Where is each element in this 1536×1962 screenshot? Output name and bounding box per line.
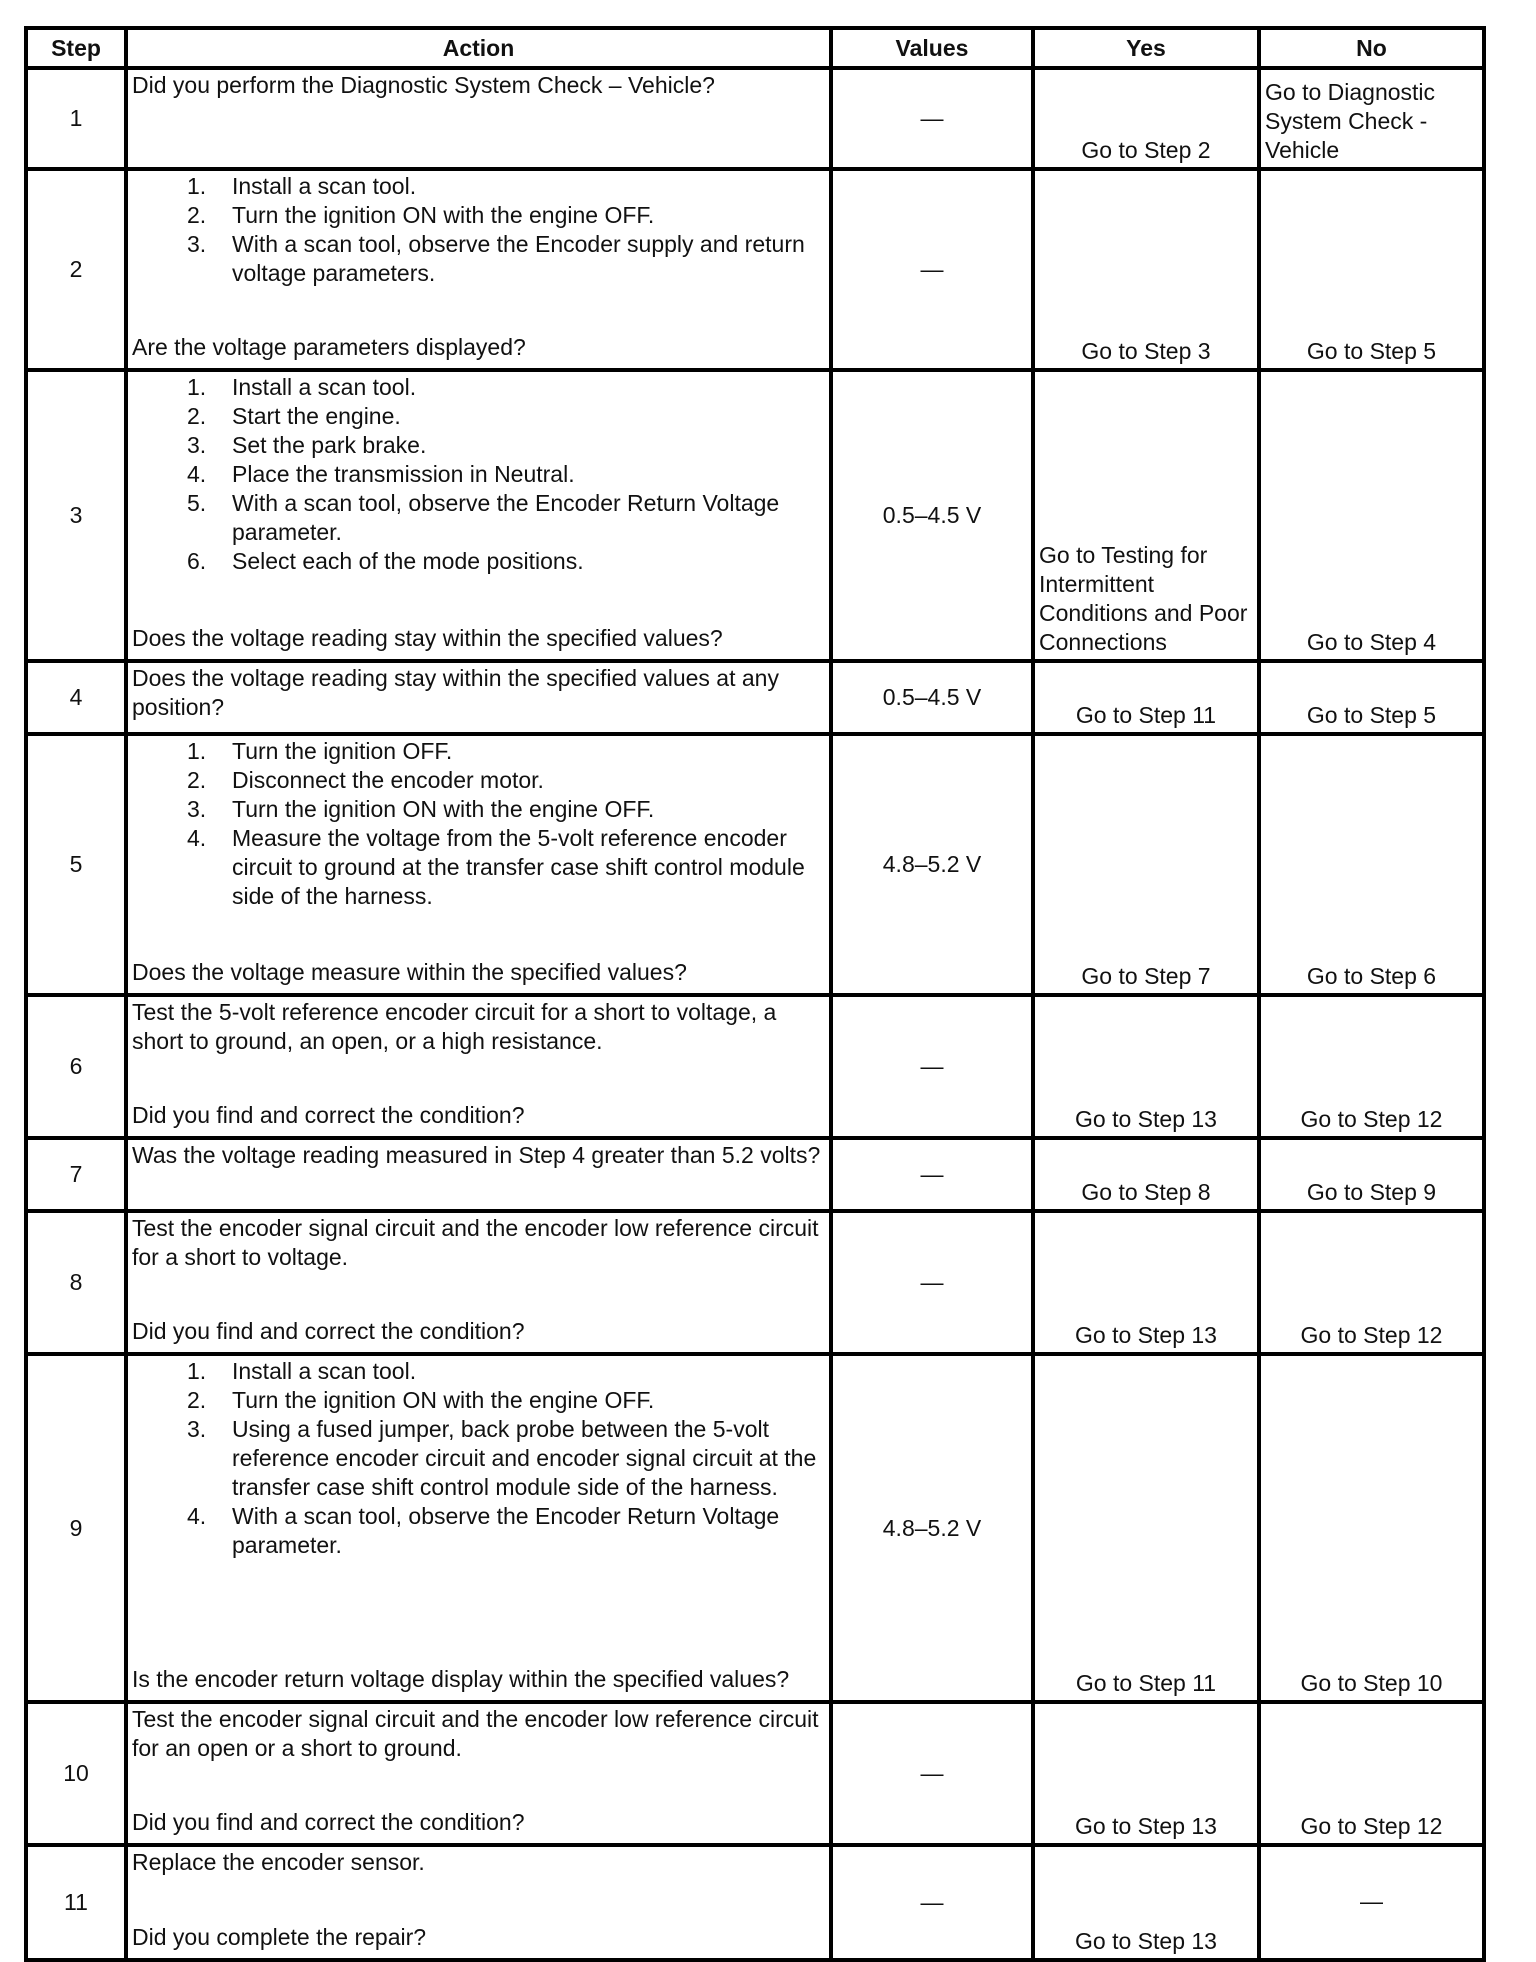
list-item bbox=[187, 766, 825, 795]
list-item bbox=[187, 547, 825, 576]
diagnostic-table bbox=[24, 26, 1486, 1962]
action-top bbox=[132, 1214, 825, 1272]
yes-cell: Go to Step 7 bbox=[1033, 734, 1259, 995]
header-step: Step bbox=[26, 28, 126, 68]
list-item bbox=[187, 795, 825, 824]
list-item bbox=[187, 230, 825, 288]
header-yes: Yes bbox=[1033, 28, 1259, 68]
action-steps-list bbox=[132, 737, 825, 911]
no-cell: Go to Step 5 bbox=[1259, 661, 1484, 734]
step-cell: 6 bbox=[26, 995, 126, 1138]
action-cell bbox=[126, 68, 831, 169]
action-cell bbox=[126, 734, 831, 995]
no-cell: Go to Step 10 bbox=[1259, 1354, 1484, 1702]
header-row bbox=[26, 28, 1484, 68]
list-number: 2. bbox=[187, 1387, 207, 1413]
list-number: 3. bbox=[187, 432, 207, 458]
list-item bbox=[187, 1386, 825, 1415]
list-number: 2. bbox=[187, 403, 207, 429]
action-content bbox=[128, 736, 829, 989]
list-number: 3. bbox=[187, 796, 207, 822]
step-cell: 1 bbox=[26, 68, 126, 169]
action-cell bbox=[126, 1211, 831, 1354]
yes-cell: Go to Step 8 bbox=[1033, 1138, 1259, 1211]
action-steps-list bbox=[132, 172, 825, 288]
table-row bbox=[26, 1845, 1484, 1960]
list-item bbox=[187, 1502, 825, 1560]
action-cell bbox=[126, 1845, 831, 1960]
values-cell: — bbox=[831, 169, 1033, 370]
values-cell: 0.5–4.5 V bbox=[831, 661, 1033, 734]
action-top bbox=[132, 1705, 825, 1763]
action-content bbox=[128, 997, 829, 1132]
list-number: 1. bbox=[187, 738, 207, 764]
list-number: 1. bbox=[187, 1358, 207, 1384]
list-item bbox=[187, 201, 825, 230]
yes-cell: Go to Step 13 bbox=[1033, 1211, 1259, 1354]
list-number: 4. bbox=[187, 461, 207, 487]
list-number: 5. bbox=[187, 490, 207, 516]
action-question: Did you complete the repair? bbox=[132, 1924, 427, 1950]
yes-cell: Go to Step 13 bbox=[1033, 1845, 1259, 1960]
values-cell: — bbox=[831, 1702, 1033, 1845]
values-cell: — bbox=[831, 995, 1033, 1138]
list-text: Install a scan tool. bbox=[232, 1358, 417, 1384]
action-intro: Does the voltage reading stay within the specified values at any position? bbox=[132, 665, 779, 720]
list-text: Turn the ignition OFF. bbox=[232, 738, 453, 764]
action-content bbox=[128, 171, 829, 364]
action-question: Does the voltage reading stay within the specified values? bbox=[132, 625, 723, 651]
no-cell: Go to Step 9 bbox=[1259, 1138, 1484, 1211]
action-question: Did you find and correct the condition? bbox=[132, 1318, 525, 1344]
list-text: Using a fused jumper, back probe between the 5-volt reference encoder circuit and encoder signal circuit at the transfer case shift control module side of the harness. bbox=[232, 1416, 817, 1500]
action-cell bbox=[126, 661, 831, 734]
table-row bbox=[26, 169, 1484, 370]
list-text: Select each of the mode positions. bbox=[232, 548, 584, 574]
list-number: 1. bbox=[187, 173, 207, 199]
action-question: Does the voltage measure within the specified values? bbox=[132, 959, 687, 985]
step-cell: 3 bbox=[26, 370, 126, 661]
action-intro: Test the encoder signal circuit and the encoder low reference circuit for a short to voltage. bbox=[132, 1215, 819, 1270]
action-content bbox=[128, 1356, 829, 1696]
action-top bbox=[132, 373, 825, 576]
yes-cell: Go to Step 13 bbox=[1033, 995, 1259, 1138]
list-text: With a scan tool, observe the Encoder supply and return voltage parameters. bbox=[232, 231, 805, 286]
action-top bbox=[132, 172, 825, 288]
step-cell: 4 bbox=[26, 661, 126, 734]
list-text: Measure the voltage from the 5-volt reference encoder circuit to ground at the transfer case shift control module side of the harness. bbox=[232, 825, 805, 909]
header-values: Values bbox=[831, 28, 1033, 68]
action-intro: Test the encoder signal circuit and the encoder low reference circuit for an open or a short to ground. bbox=[132, 1706, 819, 1761]
action-intro: Was the voltage reading measured in Step 4 greater than 5.2 volts? bbox=[132, 1142, 821, 1168]
list-text: Turn the ignition ON with the engine OFF. bbox=[232, 796, 655, 822]
values-cell: — bbox=[831, 1138, 1033, 1211]
table-row bbox=[26, 68, 1484, 169]
list-text: With a scan tool, observe the Encoder Return Voltage parameter. bbox=[232, 1503, 780, 1558]
action-top bbox=[132, 71, 825, 100]
no-cell: Go to Step 12 bbox=[1259, 995, 1484, 1138]
action-content bbox=[128, 70, 829, 163]
no-cell: Go to Step 12 bbox=[1259, 1211, 1484, 1354]
no-cell: Go to Step 6 bbox=[1259, 734, 1484, 995]
action-intro: Did you perform the Diagnostic System Check – Vehicle? bbox=[132, 72, 715, 98]
action-content bbox=[128, 1213, 829, 1348]
step-cell: 10 bbox=[26, 1702, 126, 1845]
action-cell bbox=[126, 1138, 831, 1211]
table-row bbox=[26, 995, 1484, 1138]
action-question: Did you find and correct the condition? bbox=[132, 1809, 525, 1835]
table-row bbox=[26, 1702, 1484, 1845]
list-item bbox=[187, 737, 825, 766]
list-item bbox=[187, 431, 825, 460]
list-text: Disconnect the encoder motor. bbox=[232, 767, 544, 793]
list-number: 3. bbox=[187, 1416, 207, 1442]
yes-cell: Go to Step 11 bbox=[1033, 661, 1259, 734]
action-cell bbox=[126, 169, 831, 370]
values-cell: 4.8–5.2 V bbox=[831, 734, 1033, 995]
list-text: With a scan tool, observe the Encoder Return Voltage parameter. bbox=[232, 490, 780, 545]
action-content bbox=[128, 1847, 829, 1954]
list-item bbox=[187, 172, 825, 201]
step-cell: 7 bbox=[26, 1138, 126, 1211]
values-cell: 4.8–5.2 V bbox=[831, 1354, 1033, 1702]
list-number: 6. bbox=[187, 548, 207, 574]
list-text: Set the park brake. bbox=[232, 432, 427, 458]
list-item bbox=[187, 402, 825, 431]
list-number: 4. bbox=[187, 825, 207, 851]
action-question: Are the voltage parameters displayed? bbox=[132, 334, 526, 360]
list-text: Turn the ignition ON with the engine OFF. bbox=[232, 202, 655, 228]
list-item bbox=[187, 373, 825, 402]
action-content bbox=[128, 663, 829, 728]
values-cell: 0.5–4.5 V bbox=[831, 370, 1033, 661]
list-text: Place the transmission in Neutral. bbox=[232, 461, 575, 487]
list-number: 4. bbox=[187, 1503, 207, 1529]
list-item bbox=[187, 1415, 825, 1502]
no-cell: Go to Step 12 bbox=[1259, 1702, 1484, 1845]
action-content bbox=[128, 372, 829, 655]
action-intro: Test the 5-volt reference encoder circuit for a short to voltage, a short to ground, an open, or a high resistance. bbox=[132, 999, 777, 1054]
list-text: Install a scan tool. bbox=[232, 173, 417, 199]
step-cell: 2 bbox=[26, 169, 126, 370]
list-item bbox=[187, 824, 825, 911]
list-number: 2. bbox=[187, 202, 207, 228]
no-cell: Go to Diagnostic System Check - Vehicle bbox=[1259, 68, 1484, 169]
table-row bbox=[26, 661, 1484, 734]
list-item bbox=[187, 460, 825, 489]
action-question: Is the encoder return voltage display within the specified values? bbox=[132, 1666, 790, 1692]
step-cell: 9 bbox=[26, 1354, 126, 1702]
action-intro: Replace the encoder sensor. bbox=[132, 1849, 425, 1875]
list-number: 2. bbox=[187, 767, 207, 793]
action-top bbox=[132, 1848, 825, 1877]
values-cell: — bbox=[831, 1845, 1033, 1960]
values-cell: — bbox=[831, 68, 1033, 169]
action-top bbox=[132, 737, 825, 911]
no-cell: Go to Step 5 bbox=[1259, 169, 1484, 370]
no-cell: — bbox=[1259, 1845, 1484, 1960]
header-action: Action bbox=[126, 28, 831, 68]
list-text: Install a scan tool. bbox=[232, 374, 417, 400]
action-question: Did you find and correct the condition? bbox=[132, 1102, 525, 1128]
action-steps-list bbox=[132, 373, 825, 576]
list-text: Turn the ignition ON with the engine OFF. bbox=[232, 1387, 655, 1413]
yes-cell: Go to Step 11 bbox=[1033, 1354, 1259, 1702]
action-cell bbox=[126, 1702, 831, 1845]
header-no: No bbox=[1259, 28, 1484, 68]
no-cell: Go to Step 4 bbox=[1259, 370, 1484, 661]
list-item bbox=[187, 1357, 825, 1386]
table-row bbox=[26, 1211, 1484, 1354]
step-cell: 5 bbox=[26, 734, 126, 995]
values-cell: — bbox=[831, 1211, 1033, 1354]
action-content bbox=[128, 1140, 829, 1205]
list-text: Start the engine. bbox=[232, 403, 401, 429]
step-cell: 11 bbox=[26, 1845, 126, 1960]
list-item bbox=[187, 489, 825, 547]
table-row bbox=[26, 370, 1484, 661]
action-top bbox=[132, 1357, 825, 1560]
yes-cell: Go to Testing for Intermittent Conditions and Poor Connections bbox=[1033, 370, 1259, 661]
action-cell bbox=[126, 995, 831, 1138]
table-row bbox=[26, 734, 1484, 995]
action-content bbox=[128, 1704, 829, 1839]
yes-cell: Go to Step 3 bbox=[1033, 169, 1259, 370]
action-steps-list bbox=[132, 1357, 825, 1560]
step-cell: 8 bbox=[26, 1211, 126, 1354]
action-top bbox=[132, 1141, 825, 1170]
table-row bbox=[26, 1354, 1484, 1702]
action-top bbox=[132, 998, 825, 1056]
action-top bbox=[132, 664, 825, 722]
table-body bbox=[26, 68, 1484, 1960]
action-cell bbox=[126, 1354, 831, 1702]
list-number: 1. bbox=[187, 374, 207, 400]
table-row bbox=[26, 1138, 1484, 1211]
list-number: 3. bbox=[187, 231, 207, 257]
yes-cell: Go to Step 2 bbox=[1033, 68, 1259, 169]
yes-cell: Go to Step 13 bbox=[1033, 1702, 1259, 1845]
action-cell bbox=[126, 370, 831, 661]
